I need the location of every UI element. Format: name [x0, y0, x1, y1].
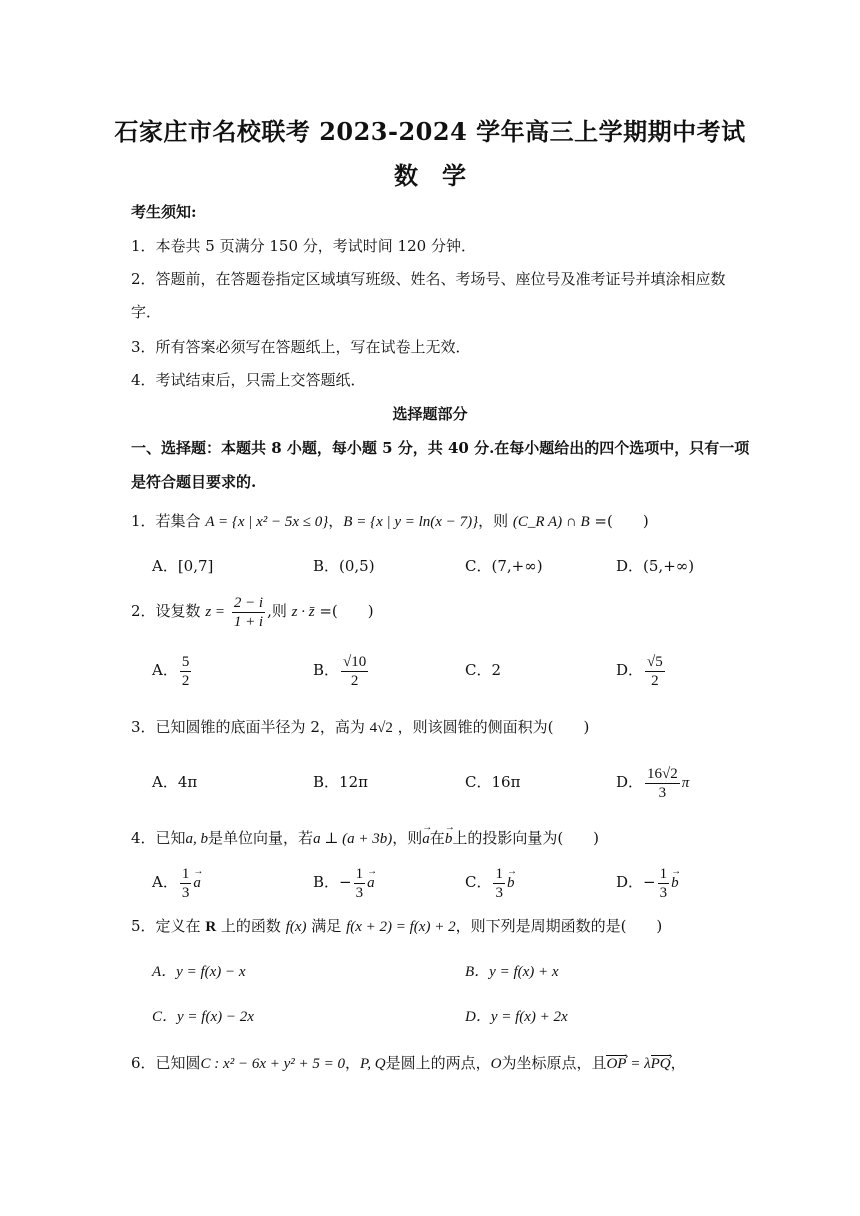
q2-option-c[interactable]: C．2: [465, 661, 502, 679]
q3-option-b[interactable]: B．12π: [313, 773, 368, 791]
notice-item: 字．: [131, 303, 162, 321]
cone-height: 4√2: [369, 720, 393, 736]
section-title: 选择题部分: [392, 405, 468, 423]
q3-option-c[interactable]: C．16π: [465, 773, 521, 791]
exam-title: 石家庄市名校联考 2023-2024 学年高三上学期期中考试: [114, 117, 746, 146]
notice-item: 1．本卷共 5 页满分 150 分，考试时间 120 分钟．: [131, 237, 476, 255]
q5-option-a[interactable]: A．y = f(x) − x: [152, 964, 246, 980]
q1-option-c[interactable]: C．(7,+∞): [465, 557, 543, 575]
set-a: A = {x | x² − 5x ≤ 0}: [205, 514, 329, 530]
q2-option-a[interactable]: A． $\frac{5}{2}$: [152, 653, 190, 689]
q3-option-a[interactable]: A．4π: [152, 773, 198, 791]
q2-option-d[interactable]: D． $\frac{√5}{2}$: [616, 653, 663, 689]
notice-item: 3．所有答案必须写在答题纸上，写在试卷上无效．: [131, 338, 471, 356]
section-instruction-cont: 是符合题目要求的.: [131, 473, 257, 491]
q1-option-d[interactable]: D．(5,+∞): [616, 557, 695, 575]
vector-op: OP ›: [606, 1054, 626, 1074]
q4-option-c[interactable]: C． $\frac{1}{3}$ → b: [465, 862, 514, 903]
vector-pq: PQ ›: [651, 1054, 671, 1074]
q3-option-d[interactable]: D． $\frac{16√2}{3}$ π: [616, 765, 690, 801]
complex-fraction: $\frac{2 - i}{1 + i}$: [233, 594, 264, 630]
exam-subject: 数 学: [394, 161, 466, 190]
circle-equation: C : x² − 6x + y² + 5 = 0: [200, 1056, 346, 1072]
q1-option-b[interactable]: B．(0,5): [313, 557, 375, 575]
question-1: 1．若集合 A = {x | x² − 5x ≤ 0}，B = {x | y = ln(x − 7)}，则 (C_R A) ∩ B =( ): [131, 512, 649, 530]
q5-option-d[interactable]: D．y = f(x) + 2x: [465, 1009, 568, 1025]
question-3: 3．已知圆锥的底面半径为 2，高为 4√2 ，则该圆锥的侧面积为( ): [131, 718, 590, 736]
question-2: 2．设复数 z = $\frac{2 - i}{1 + i}$ ,则 z · z̄ =( ): [131, 594, 374, 630]
question-4: 4．已知a, b是单位向量，若a ⊥ (a + 3b)，则→ a在→ b上的投影向量为( ): [131, 828, 599, 849]
perpendicular-condition: a ⊥ (a + 3b): [313, 831, 393, 847]
q5-option-c[interactable]: C．y = f(x) − 2x: [152, 1009, 254, 1025]
set-b: B = {x | y = ln(x − 7)}: [343, 514, 479, 530]
q4-option-b[interactable]: B．− $\frac{1}{3}$ → a: [313, 862, 375, 903]
q5-option-b[interactable]: B．y = f(x) + x: [465, 964, 559, 980]
notice-item: 2．答题前，在答题卷指定区域填写班级、姓名、考场号、座位号及准考证号并填涂相应数: [131, 270, 726, 288]
unit-vectors: a, b: [185, 831, 209, 847]
notice-heading: 考生须知:: [131, 203, 197, 221]
section-instruction: 一、选择题：本题共 8 小题，每小题 5 分，共 40 分.在每小题给出的四个选项中，只有一项: [131, 439, 750, 457]
functional-equation: f(x + 2) = f(x) + 2: [346, 919, 456, 935]
notice-item: 4．考试结束后，只需上交答题纸．: [131, 371, 366, 389]
q2-option-b[interactable]: B． $\frac{√10}{2}$: [313, 653, 367, 689]
question-6: 6．已知圆C : x² − 6x + y² + 5 = 0，P, Q是圆上的两点，O为坐标原点，且OP › = λPQ ›，: [131, 1053, 686, 1074]
q1-option-a[interactable]: A．[0,7]: [152, 557, 214, 575]
q4-option-d[interactable]: D．− $\frac{1}{3}$ → b: [616, 862, 679, 903]
question-5: 5．定义在 R 上的函数 f(x) 满足 f(x + 2) = f(x) + 2，则下列是周期函数的是( ): [131, 917, 663, 935]
q4-option-a[interactable]: A． $\frac{1}{3}$ → a: [152, 862, 201, 903]
set-expression: (C_R A) ∩ B: [512, 514, 590, 530]
